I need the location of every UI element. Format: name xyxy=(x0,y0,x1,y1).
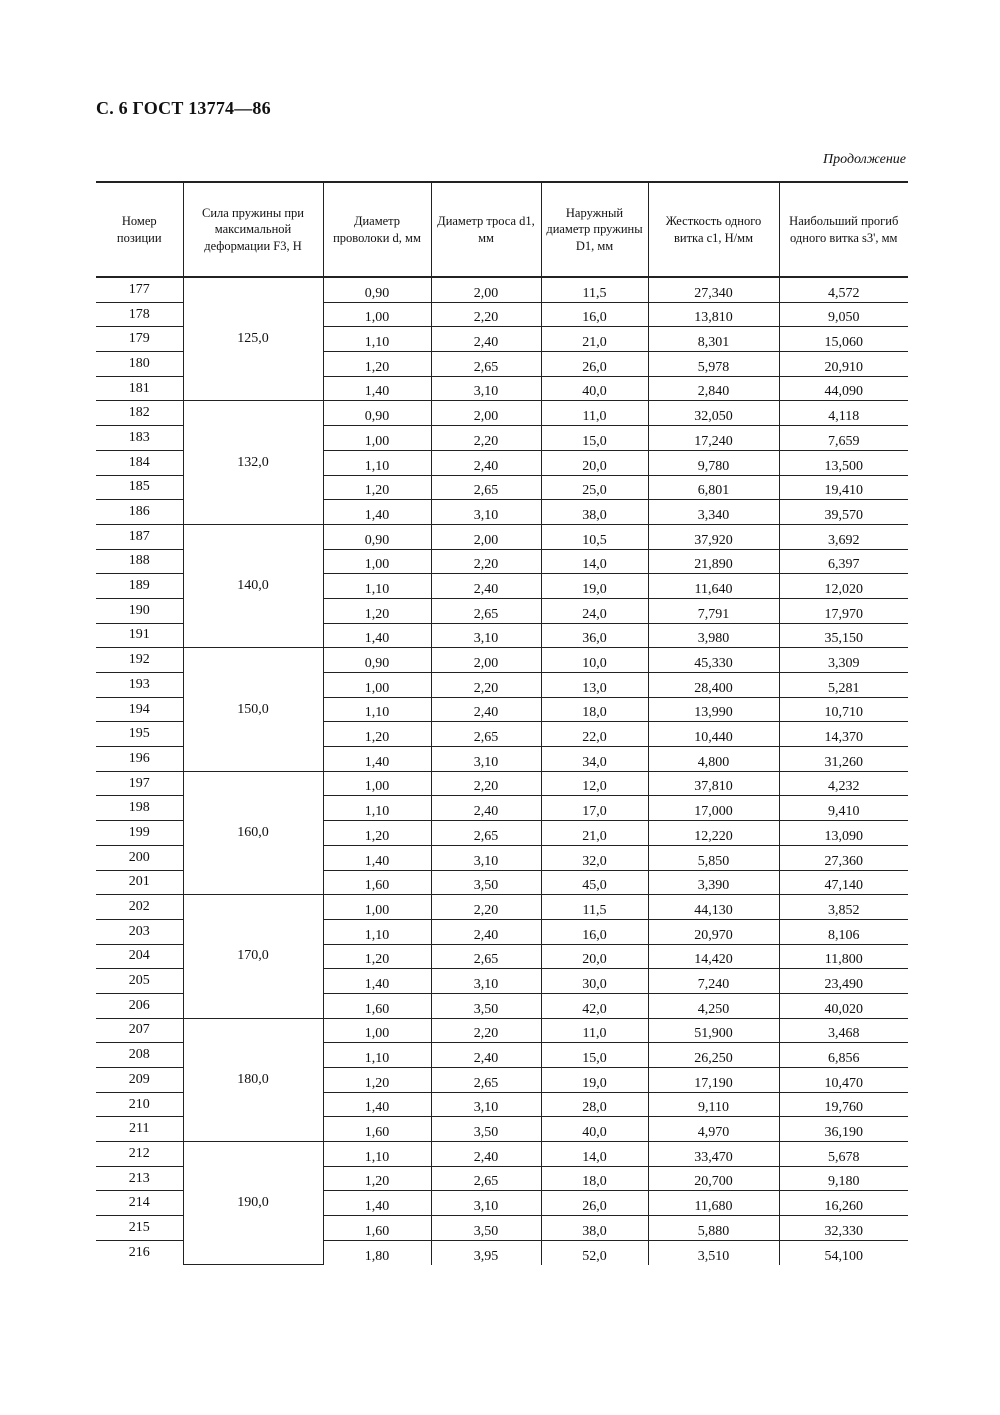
page-header: С. 6 ГОСТ 13774—86 xyxy=(96,98,271,118)
spring-force: 140,0 xyxy=(183,524,323,647)
cable-diameter: 2,20 xyxy=(431,549,541,574)
wire-diameter: 1,10 xyxy=(323,1043,431,1068)
position-number: 204 xyxy=(96,944,183,969)
max-deflection: 27,360 xyxy=(779,845,908,870)
wire-diameter: 1,20 xyxy=(323,475,431,500)
outer-diameter: 16,0 xyxy=(541,302,648,327)
wire-diameter: 1,20 xyxy=(323,1068,431,1093)
col-header-cable-diameter: Диаметр троса d1, мм xyxy=(431,182,541,277)
outer-diameter: 28,0 xyxy=(541,1092,648,1117)
position-number: 201 xyxy=(96,870,183,895)
table-row xyxy=(96,771,908,796)
max-deflection: 3,468 xyxy=(779,1018,908,1043)
stiffness: 4,250 xyxy=(648,993,779,1018)
outer-diameter: 19,0 xyxy=(541,574,648,599)
continuation-label: Продолжение xyxy=(823,152,906,167)
outer-diameter: 11,0 xyxy=(541,401,648,426)
wire-diameter: 1,20 xyxy=(323,821,431,846)
spring-force: 125,0 xyxy=(183,277,323,401)
max-deflection: 13,500 xyxy=(779,450,908,475)
wire-diameter: 0,90 xyxy=(323,277,431,302)
stiffness: 7,791 xyxy=(648,598,779,623)
max-deflection: 11,800 xyxy=(779,944,908,969)
cable-diameter: 3,50 xyxy=(431,870,541,895)
max-deflection: 10,470 xyxy=(779,1068,908,1093)
wire-diameter: 1,40 xyxy=(323,376,431,401)
max-deflection: 9,050 xyxy=(779,302,908,327)
position-number: 190 xyxy=(96,598,183,623)
cable-diameter: 2,20 xyxy=(431,302,541,327)
position-number: 192 xyxy=(96,648,183,673)
outer-diameter: 19,0 xyxy=(541,1068,648,1093)
wire-diameter: 1,20 xyxy=(323,1166,431,1191)
position-number: 193 xyxy=(96,673,183,698)
max-deflection: 9,180 xyxy=(779,1166,908,1191)
col-header-force: Сила пружины при максимальной деформации F3, Н xyxy=(183,182,323,277)
stiffness: 2,840 xyxy=(648,376,779,401)
col-header-position: Номер позиции xyxy=(96,182,183,277)
wire-diameter: 1,10 xyxy=(323,1142,431,1167)
table-row xyxy=(96,524,908,549)
position-number: 199 xyxy=(96,821,183,846)
position-number: 200 xyxy=(96,845,183,870)
stiffness: 3,340 xyxy=(648,500,779,525)
wire-diameter: 0,90 xyxy=(323,648,431,673)
outer-diameter: 32,0 xyxy=(541,845,648,870)
max-deflection: 9,410 xyxy=(779,796,908,821)
max-deflection: 31,260 xyxy=(779,747,908,772)
position-number: 178 xyxy=(96,302,183,327)
wire-diameter: 1,00 xyxy=(323,302,431,327)
wire-diameter: 0,90 xyxy=(323,524,431,549)
outer-diameter: 11,5 xyxy=(541,277,648,302)
outer-diameter: 15,0 xyxy=(541,1043,648,1068)
col-header-max-deflection: Наибольший прогиб одного витка s3', мм xyxy=(779,182,908,277)
cable-diameter: 3,10 xyxy=(431,747,541,772)
table-body xyxy=(96,277,908,1265)
cable-diameter: 2,40 xyxy=(431,1043,541,1068)
stiffness: 27,340 xyxy=(648,277,779,302)
max-deflection: 5,281 xyxy=(779,673,908,698)
outer-diameter: 40,0 xyxy=(541,1117,648,1142)
outer-diameter: 11,5 xyxy=(541,895,648,920)
wire-diameter: 1,40 xyxy=(323,1191,431,1216)
outer-diameter: 18,0 xyxy=(541,1166,648,1191)
outer-diameter: 16,0 xyxy=(541,919,648,944)
cable-diameter: 3,10 xyxy=(431,1191,541,1216)
stiffness: 5,850 xyxy=(648,845,779,870)
position-number: 202 xyxy=(96,895,183,920)
wire-diameter: 1,40 xyxy=(323,1092,431,1117)
outer-diameter: 22,0 xyxy=(541,722,648,747)
position-number: 197 xyxy=(96,771,183,796)
cable-diameter: 3,10 xyxy=(431,376,541,401)
position-number: 181 xyxy=(96,376,183,401)
spring-spec-table xyxy=(96,181,908,1265)
cable-diameter: 2,00 xyxy=(431,277,541,302)
stiffness: 4,800 xyxy=(648,747,779,772)
position-number: 209 xyxy=(96,1068,183,1093)
cable-diameter: 3,95 xyxy=(431,1240,541,1264)
cable-diameter: 2,20 xyxy=(431,673,541,698)
table-row xyxy=(96,648,908,673)
outer-diameter: 38,0 xyxy=(541,1216,648,1241)
cable-diameter: 3,10 xyxy=(431,623,541,648)
stiffness: 32,050 xyxy=(648,401,779,426)
cable-diameter: 3,50 xyxy=(431,1216,541,1241)
position-number: 191 xyxy=(96,623,183,648)
position-number: 216 xyxy=(128,1244,150,1260)
cable-diameter: 3,10 xyxy=(431,1092,541,1117)
wire-diameter: 1,20 xyxy=(323,722,431,747)
col-header-wire-diameter: Диаметр проволоки d, мм xyxy=(323,182,431,277)
stiffness: 21,890 xyxy=(648,549,779,574)
position-number: 208 xyxy=(96,1043,183,1068)
max-deflection: 32,330 xyxy=(779,1216,908,1241)
spring-force: 190,0 xyxy=(183,1142,323,1265)
wire-diameter: 1,00 xyxy=(323,1018,431,1043)
max-deflection: 3,309 xyxy=(779,648,908,673)
position-number: 194 xyxy=(96,697,183,722)
max-deflection: 4,118 xyxy=(779,401,908,426)
position-number: 195 xyxy=(96,722,183,747)
stiffness: 10,440 xyxy=(648,722,779,747)
outer-diameter: 40,0 xyxy=(541,376,648,401)
max-deflection: 35,150 xyxy=(779,623,908,648)
wire-diameter: 1,10 xyxy=(323,574,431,599)
cable-diameter: 3,10 xyxy=(431,500,541,525)
max-deflection: 13,090 xyxy=(779,821,908,846)
position-number: 203 xyxy=(96,919,183,944)
cable-diameter: 2,40 xyxy=(431,697,541,722)
wire-diameter: 1,00 xyxy=(323,771,431,796)
cable-diameter: 3,50 xyxy=(431,993,541,1018)
wire-diameter: 1,60 xyxy=(323,1117,431,1142)
cable-diameter: 2,00 xyxy=(431,401,541,426)
wire-diameter: 1,00 xyxy=(323,895,431,920)
max-deflection: 19,760 xyxy=(779,1092,908,1117)
stiffness: 11,640 xyxy=(648,574,779,599)
spring-force: 150,0 xyxy=(183,648,323,771)
stiffness: 33,470 xyxy=(648,1142,779,1167)
outer-diameter: 30,0 xyxy=(541,969,648,994)
position-number: 179 xyxy=(96,327,183,352)
position-number: 215 xyxy=(96,1216,183,1241)
outer-diameter: 20,0 xyxy=(541,944,648,969)
stiffness: 14,420 xyxy=(648,944,779,969)
col-header-stiffness: Жесткость одного витка c1, Н/мм xyxy=(648,182,779,277)
stiffness: 11,680 xyxy=(648,1191,779,1216)
max-deflection: 14,370 xyxy=(779,722,908,747)
max-deflection: 44,090 xyxy=(779,376,908,401)
position-number: 183 xyxy=(96,426,183,451)
outer-diameter: 18,0 xyxy=(541,697,648,722)
outer-diameter: 21,0 xyxy=(541,821,648,846)
spring-force: 132,0 xyxy=(183,401,323,524)
max-deflection: 6,856 xyxy=(779,1043,908,1068)
header-row xyxy=(96,182,908,277)
outer-diameter: 20,0 xyxy=(541,450,648,475)
wire-diameter: 1,10 xyxy=(323,450,431,475)
cable-diameter: 2,65 xyxy=(431,821,541,846)
max-deflection: 3,692 xyxy=(779,524,908,549)
max-deflection: 20,910 xyxy=(779,352,908,377)
wire-diameter: 1,20 xyxy=(323,352,431,377)
max-deflection: 5,678 xyxy=(779,1142,908,1167)
cable-diameter: 2,40 xyxy=(431,919,541,944)
stiffness: 9,780 xyxy=(648,450,779,475)
stiffness: 20,970 xyxy=(648,919,779,944)
outer-diameter: 14,0 xyxy=(541,1142,648,1167)
wire-diameter: 1,00 xyxy=(323,673,431,698)
cable-diameter: 2,40 xyxy=(431,574,541,599)
spring-force: 180,0 xyxy=(183,1018,323,1141)
outer-diameter: 36,0 xyxy=(541,623,648,648)
cable-diameter: 2,40 xyxy=(431,450,541,475)
position-number: 189 xyxy=(96,574,183,599)
position-number: 205 xyxy=(96,969,183,994)
position-number: 206 xyxy=(96,993,183,1018)
wire-diameter: 1,10 xyxy=(323,697,431,722)
cable-diameter: 2,65 xyxy=(431,598,541,623)
position-number: 213 xyxy=(96,1166,183,1191)
cable-diameter: 2,65 xyxy=(431,1166,541,1191)
wire-diameter: 1,60 xyxy=(323,993,431,1018)
max-deflection: 7,659 xyxy=(779,426,908,451)
position-number: 196 xyxy=(96,747,183,772)
max-deflection: 54,100 xyxy=(779,1240,908,1264)
position-number: 187 xyxy=(96,524,183,549)
outer-diameter: 24,0 xyxy=(541,598,648,623)
cable-diameter: 2,65 xyxy=(431,1068,541,1093)
max-deflection: 47,140 xyxy=(779,870,908,895)
max-deflection: 23,490 xyxy=(779,969,908,994)
wire-diameter: 1,80 xyxy=(323,1240,431,1264)
cable-diameter: 2,20 xyxy=(431,426,541,451)
stiffness: 17,240 xyxy=(648,426,779,451)
position-number: 186 xyxy=(96,500,183,525)
wire-diameter: 1,20 xyxy=(323,944,431,969)
stiffness: 13,810 xyxy=(648,302,779,327)
position-number: 198 xyxy=(96,796,183,821)
stiffness: 37,810 xyxy=(648,771,779,796)
max-deflection: 10,710 xyxy=(779,697,908,722)
outer-diameter: 17,0 xyxy=(541,796,648,821)
cable-diameter: 2,65 xyxy=(431,352,541,377)
cable-diameter: 2,40 xyxy=(431,1142,541,1167)
outer-diameter: 34,0 xyxy=(541,747,648,772)
position-number: 177 xyxy=(96,277,183,302)
col-header-outer-diameter: Наружный диаметр пружины D1, мм xyxy=(541,182,648,277)
position-number: 188 xyxy=(96,549,183,574)
position-number: 207 xyxy=(96,1018,183,1043)
stiffness: 44,130 xyxy=(648,895,779,920)
outer-diameter: 42,0 xyxy=(541,993,648,1018)
stiffness: 7,240 xyxy=(648,969,779,994)
wire-diameter: 0,90 xyxy=(323,401,431,426)
max-deflection: 15,060 xyxy=(779,327,908,352)
stiffness: 3,390 xyxy=(648,870,779,895)
table-row xyxy=(96,277,908,302)
wire-diameter: 1,60 xyxy=(323,1216,431,1241)
wire-diameter: 1,40 xyxy=(323,623,431,648)
stiffness: 5,880 xyxy=(648,1216,779,1241)
stiffness: 17,190 xyxy=(648,1068,779,1093)
outer-diameter: 11,0 xyxy=(541,1018,648,1043)
max-deflection: 8,106 xyxy=(779,919,908,944)
cable-diameter: 3,10 xyxy=(431,845,541,870)
stiffness: 17,000 xyxy=(648,796,779,821)
position-number: 212 xyxy=(96,1142,183,1167)
wire-diameter: 1,10 xyxy=(323,327,431,352)
stiffness: 51,900 xyxy=(648,1018,779,1043)
cable-diameter: 3,50 xyxy=(431,1117,541,1142)
max-deflection: 39,570 xyxy=(779,500,908,525)
max-deflection: 36,190 xyxy=(779,1117,908,1142)
wire-diameter: 1,00 xyxy=(323,426,431,451)
stiffness: 45,330 xyxy=(648,648,779,673)
stiffness: 6,801 xyxy=(648,475,779,500)
max-deflection: 19,410 xyxy=(779,475,908,500)
spring-force: 170,0 xyxy=(183,895,323,1018)
cable-diameter: 2,00 xyxy=(431,524,541,549)
stiffness: 3,980 xyxy=(648,623,779,648)
position-number: 182 xyxy=(96,401,183,426)
cable-diameter: 2,00 xyxy=(431,648,541,673)
wire-diameter: 1,40 xyxy=(323,747,431,772)
outer-diameter: 52,0 xyxy=(541,1240,648,1264)
spring-force: 160,0 xyxy=(183,771,323,894)
wire-diameter: 1,40 xyxy=(323,969,431,994)
outer-diameter: 21,0 xyxy=(541,327,648,352)
cable-diameter: 2,20 xyxy=(431,1018,541,1043)
stiffness: 26,250 xyxy=(648,1043,779,1068)
wire-diameter: 1,40 xyxy=(323,500,431,525)
position-number: 211 xyxy=(96,1117,183,1142)
stiffness: 9,110 xyxy=(648,1092,779,1117)
position-number: 185 xyxy=(96,475,183,500)
wire-diameter: 1,60 xyxy=(323,870,431,895)
outer-diameter: 13,0 xyxy=(541,673,648,698)
stiffness: 3,510 xyxy=(648,1240,779,1264)
outer-diameter: 10,0 xyxy=(541,648,648,673)
outer-diameter: 38,0 xyxy=(541,500,648,525)
max-deflection: 40,020 xyxy=(779,993,908,1018)
outer-diameter: 12,0 xyxy=(541,771,648,796)
stiffness: 4,970 xyxy=(648,1117,779,1142)
outer-diameter: 25,0 xyxy=(541,475,648,500)
outer-diameter: 26,0 xyxy=(541,1191,648,1216)
cable-diameter: 2,40 xyxy=(431,327,541,352)
position-number: 214 xyxy=(96,1191,183,1216)
table-row xyxy=(96,401,908,426)
outer-diameter: 15,0 xyxy=(541,426,648,451)
stiffness: 28,400 xyxy=(648,673,779,698)
outer-diameter: 14,0 xyxy=(541,549,648,574)
wire-diameter: 1,20 xyxy=(323,598,431,623)
table-row xyxy=(96,1018,908,1043)
table-row xyxy=(96,895,908,920)
stiffness: 12,220 xyxy=(648,821,779,846)
table-row xyxy=(96,1142,908,1167)
cable-diameter: 2,20 xyxy=(431,771,541,796)
position-number: 180 xyxy=(96,352,183,377)
wire-diameter: 1,10 xyxy=(323,796,431,821)
stiffness: 5,978 xyxy=(648,352,779,377)
stiffness: 8,301 xyxy=(648,327,779,352)
wire-diameter: 1,40 xyxy=(323,845,431,870)
position-number: 184 xyxy=(96,450,183,475)
cable-diameter: 2,40 xyxy=(431,796,541,821)
max-deflection: 17,970 xyxy=(779,598,908,623)
max-deflection: 16,260 xyxy=(779,1191,908,1216)
max-deflection: 4,232 xyxy=(779,771,908,796)
stiffness: 20,700 xyxy=(648,1166,779,1191)
max-deflection: 3,852 xyxy=(779,895,908,920)
stiffness: 37,920 xyxy=(648,524,779,549)
wire-diameter: 1,10 xyxy=(323,919,431,944)
max-deflection: 12,020 xyxy=(779,574,908,599)
cable-diameter: 3,10 xyxy=(431,969,541,994)
outer-diameter: 45,0 xyxy=(541,870,648,895)
cable-diameter: 2,65 xyxy=(431,944,541,969)
cable-diameter: 2,65 xyxy=(431,722,541,747)
cable-diameter: 2,20 xyxy=(431,895,541,920)
position-number: 210 xyxy=(96,1092,183,1117)
cable-diameter: 2,65 xyxy=(431,475,541,500)
outer-diameter: 26,0 xyxy=(541,352,648,377)
stiffness: 13,990 xyxy=(648,697,779,722)
outer-diameter: 10,5 xyxy=(541,524,648,549)
wire-diameter: 1,00 xyxy=(323,549,431,574)
max-deflection: 4,572 xyxy=(779,277,908,302)
max-deflection: 6,397 xyxy=(779,549,908,574)
